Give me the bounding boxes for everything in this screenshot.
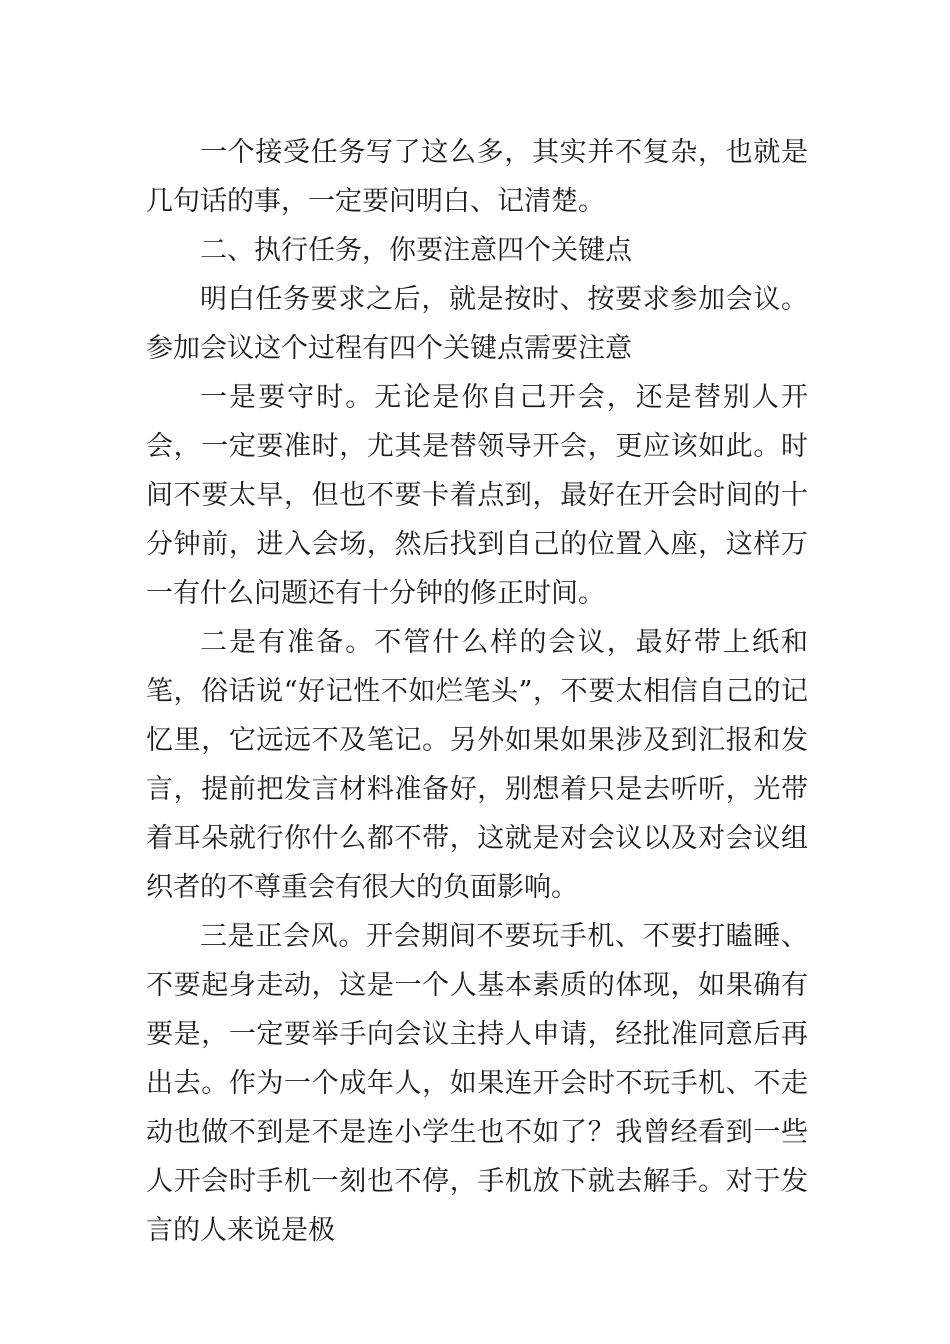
paragraph-preparation: 二是有准备。不管什么样的会议，最好带上纸和笔，俗话说“好记性不如烂笔头”，不要太相信自己的记忆里，它远远不及笔记。另外如果如果涉及到汇报和发言，提前把发言材料准备好，别想着只是去听听，光带着耳朵就行你什么都不带，这就是对会议以及对会议组织者的不尊重会有很大的负面影响。 <box>146 627 808 903</box>
paragraph-intro: 明白任务要求之后，就是按时、按要求参加会议。参加会议这个过程有四个关键点需要注意 <box>146 284 808 364</box>
paragraph-punctuality: 一是要守时。无论是你自己开会，还是替别人开会，一定要准时，尤其是替领导开会，更应该如此。时间不要太早，但也不要卡着点到，最好在开会时间的十分钟前，进入会场，然后找到自己的位置入座，这样万一有什么问题还有十分钟的修正时间。 <box>146 382 808 609</box>
paragraph-summary: 一个接受任务写了这么多，其实并不复杂，也就是几句话的事，一定要问明白、记清楚。 <box>146 137 808 217</box>
document-body <box>146 128 808 1255</box>
paragraph-conduct: 三是正会风。开会期间不要玩手机、不要打瞌睡、不要起身走动，这是一个人基本素质的体现，如果确有要是，一定要举手向会议主持人申请，经批准同意后再出去。作为一个成年人，如果连开会时不玩手机、不走动也做不到是不是连小学生也不如了？我曾经看到一些人开会时手机一刻也不停，手机放下就去解手。对于发言的人来说是极 <box>146 921 808 1246</box>
section-heading: 二、执行任务，你要注意四个关键点 <box>200 235 632 266</box>
